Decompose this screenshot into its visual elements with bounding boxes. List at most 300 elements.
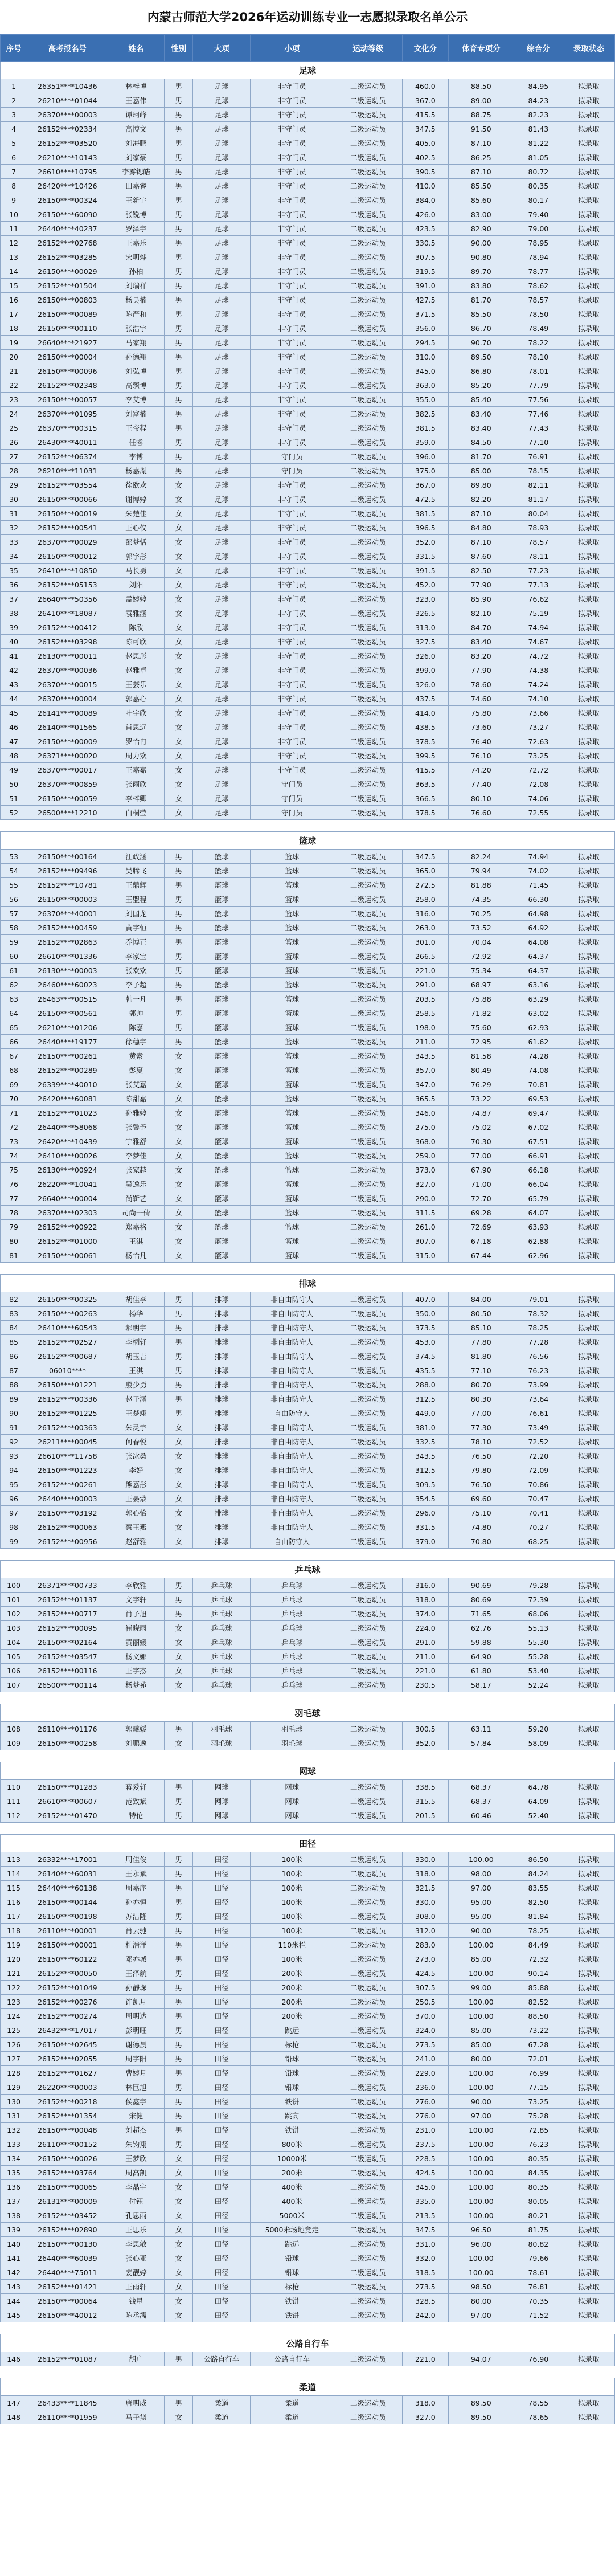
table-cell: 篮球 [250, 1063, 334, 1077]
table-cell: 吴逸乐 [108, 1177, 165, 1191]
table-row [1, 279, 615, 293]
table-cell: 263.0 [403, 921, 449, 935]
table-cell: 拟录取 [563, 136, 614, 150]
table-cell: 篮球 [250, 850, 334, 864]
table-cell: 乒乓球 [250, 1635, 334, 1650]
table-cell: 赵子涵 [108, 1392, 165, 1406]
table-cell: 拟录取 [563, 592, 614, 606]
table-cell: 121 [1, 1966, 27, 1981]
table-cell: 邓亦城 [108, 1952, 165, 1966]
table-cell: 篮球 [193, 1206, 251, 1220]
table-cell: 二级运动员 [334, 663, 402, 677]
table-cell: 85.60 [448, 193, 514, 207]
table-cell: 男 [165, 108, 193, 122]
table-cell: 刘弘博 [108, 364, 165, 378]
table-cell: 拟录取 [563, 1664, 614, 1678]
table-row [1, 250, 615, 264]
table-cell: 拟录取 [563, 578, 614, 592]
table-cell: 76.99 [514, 2066, 563, 2080]
table-cell: 二级运动员 [334, 620, 402, 635]
table-cell: 26410****00026 [27, 1149, 108, 1163]
table-cell: 男 [165, 2080, 193, 2095]
table-row [1, 1378, 615, 1392]
table-row [1, 1780, 615, 1794]
table-cell: 123 [1, 1995, 27, 2009]
table-cell: 26332****17001 [27, 1852, 108, 1867]
table-cell: 二级运动员 [334, 1506, 402, 1520]
table-cell: 86 [1, 1349, 27, 1363]
table-cell: 足球 [193, 407, 251, 421]
table-cell: 男 [165, 1363, 193, 1378]
table-row [1, 1650, 615, 1664]
table-cell: 二级运动员 [334, 720, 402, 734]
table-cell: 女 [165, 1177, 193, 1191]
table-cell: 83 [1, 1307, 27, 1321]
table-row [1, 878, 615, 892]
table-cell: 女 [165, 478, 193, 492]
table-row [1, 2152, 615, 2166]
table-cell: 男 [165, 864, 193, 878]
table-cell: 76.91 [514, 450, 563, 464]
table-cell: 76.10 [448, 749, 514, 763]
table-cell: 26150****00130 [27, 2237, 108, 2251]
table-cell: 拟录取 [563, 1292, 614, 1307]
table-cell: 53.40 [514, 1664, 563, 1678]
table-cell: 非守门员 [250, 692, 334, 706]
table-cell: 26150****00057 [27, 393, 108, 407]
table-cell: 261.0 [403, 1220, 449, 1234]
table-cell: 守门员 [250, 791, 334, 806]
table-cell: 田径 [193, 2066, 251, 2080]
table-cell: 赵舒雅 [108, 1534, 165, 1549]
table-cell: 非自由防守人 [250, 1392, 334, 1406]
table-row [1, 1966, 615, 1981]
table-cell: 陈可欣 [108, 635, 165, 649]
table-row [1, 1477, 615, 1492]
table-cell: 足球 [193, 806, 251, 820]
table-row [1, 1938, 615, 1952]
table-cell: 67.02 [514, 1120, 563, 1134]
table-cell: 拟录取 [563, 279, 614, 293]
table-cell: 足球 [193, 250, 251, 264]
table-cell: 76.29 [448, 1077, 514, 1092]
table-cell: 韩一凡 [108, 992, 165, 1006]
table-cell: 148 [1, 2410, 27, 2424]
table-cell: 107 [1, 1678, 27, 1692]
table-cell: 64.37 [514, 964, 563, 978]
table-cell: 26152****06374 [27, 450, 108, 464]
table-cell: 二级运动员 [334, 1794, 402, 1808]
table-cell: 女 [165, 2308, 193, 2322]
table-cell: 二级运动员 [334, 1363, 402, 1378]
section-spacer [1, 1549, 615, 1561]
table-cell: 田径 [193, 2080, 251, 2095]
table-cell: 二级运动员 [334, 1077, 402, 1092]
table-cell: 铁饼 [250, 2294, 334, 2308]
table-cell: 125 [1, 2023, 27, 2038]
table-cell: 非守门员 [250, 264, 334, 279]
table-cell: 非自由防守人 [250, 1420, 334, 1435]
table-cell: 63.02 [514, 1006, 563, 1020]
table-cell: 崔晓雨 [108, 1621, 165, 1635]
table-cell: 二级运动员 [334, 949, 402, 964]
table-cell: 男 [165, 1035, 193, 1049]
table-cell: 二级运动员 [334, 706, 402, 720]
table-cell: 97.00 [448, 2308, 514, 2322]
table-cell: 17 [1, 307, 27, 321]
table-row [1, 350, 615, 364]
table-cell: 女 [165, 635, 193, 649]
section-header-row [1, 832, 615, 850]
table-cell: 拟录取 [563, 921, 614, 935]
table-cell: 非守门员 [250, 720, 334, 734]
table-cell: 二级运动员 [334, 692, 402, 706]
table-cell: 77.79 [514, 378, 563, 393]
table-cell: 乒乓球 [193, 1621, 251, 1635]
table-cell: 345.0 [403, 364, 449, 378]
table-cell: 27 [1, 450, 27, 464]
table-cell: 二级运动员 [334, 1578, 402, 1593]
table-cell: 篮球 [250, 978, 334, 992]
table-cell: 二级运动员 [334, 1981, 402, 1995]
table-cell: 男 [165, 878, 193, 892]
table-row [1, 1006, 615, 1020]
table-cell: 田径 [193, 2137, 251, 2152]
table-cell: 26460****60023 [27, 978, 108, 992]
table-cell: 26371****00733 [27, 1578, 108, 1593]
column-header: 运动等级 [334, 35, 402, 62]
table-cell: 74.94 [514, 620, 563, 635]
table-cell: 60.46 [448, 1808, 514, 1823]
table-row [1, 2066, 615, 2080]
table-cell: 66.30 [514, 892, 563, 907]
table-cell: 72.55 [514, 806, 563, 820]
table-cell: 26150****00198 [27, 1909, 108, 1924]
table-cell: 72.85 [514, 2123, 563, 2137]
table-cell: 足球 [193, 663, 251, 677]
table-cell: 75.02 [448, 1120, 514, 1134]
table-cell: 9 [1, 193, 27, 207]
table-cell: 26152****00289 [27, 1063, 108, 1077]
table-cell: 拟录取 [563, 407, 614, 421]
table-cell: 拟录取 [563, 935, 614, 949]
table-cell: 26152****01023 [27, 1106, 108, 1120]
table-cell: 44 [1, 692, 27, 706]
table-cell: 刘瑞祥 [108, 279, 165, 293]
table-cell: 拟录取 [563, 2166, 614, 2180]
table-cell: 足球 [193, 763, 251, 777]
table-cell: 50 [1, 777, 27, 791]
table-cell: 75.34 [448, 964, 514, 978]
table-cell: 85.20 [448, 378, 514, 393]
table-cell: 杜浩洋 [108, 1938, 165, 1952]
table-cell: 男 [165, 93, 193, 108]
table-row [1, 1463, 615, 1477]
table-cell: 26 [1, 435, 27, 450]
table-cell: 76.56 [514, 1349, 563, 1363]
table-cell: 363.5 [403, 777, 449, 791]
table-cell: 26150****00144 [27, 1895, 108, 1909]
table-cell: 张艾嘉 [108, 1077, 165, 1092]
table-cell: 96.00 [448, 2237, 514, 2251]
table-cell: 女 [165, 1664, 193, 1678]
table-cell: 367.0 [403, 478, 449, 492]
table-cell: 男 [165, 921, 193, 935]
table-cell: 307.5 [403, 1981, 449, 1995]
table-cell: 84.24 [514, 1867, 563, 1881]
table-cell: 非守门员 [250, 521, 334, 535]
table-cell: 羽毛球 [193, 1722, 251, 1736]
table-row [1, 1593, 615, 1607]
table-row [1, 1952, 615, 1966]
table-cell: 61.80 [448, 1664, 514, 1678]
table-cell: 78.62 [514, 279, 563, 293]
table-cell: 二级运动员 [334, 2023, 402, 2038]
table-cell: 非守门员 [250, 478, 334, 492]
table-cell: 拟录取 [563, 1852, 614, 1867]
table-cell: 曹婷月 [108, 2066, 165, 2080]
section-spacer [1, 1692, 615, 1704]
table-cell: 47 [1, 734, 27, 749]
table-cell: 男 [165, 293, 193, 307]
table-cell: 二级运动员 [334, 1392, 402, 1406]
table-cell: 非守门员 [250, 564, 334, 578]
table-cell: 拟录取 [563, 2009, 614, 2023]
table-cell: 拟录取 [563, 1881, 614, 1895]
table-cell: 二级运动员 [334, 2223, 402, 2237]
table-cell: 73.49 [514, 1420, 563, 1435]
table-cell: 二级运动员 [334, 93, 402, 108]
table-cell: 126 [1, 2038, 27, 2052]
table-cell: 318.5 [403, 2265, 449, 2280]
table-cell: 78.32 [514, 1307, 563, 1321]
section-spacer [1, 1750, 615, 1762]
table-cell: 张馨予 [108, 1120, 165, 1134]
table-cell: 篮球 [250, 1020, 334, 1035]
table-cell: 女 [165, 663, 193, 677]
table-row [1, 935, 615, 949]
table-cell: 跳高 [250, 2109, 334, 2123]
table-cell: 98.50 [448, 2280, 514, 2294]
table-row [1, 2396, 615, 2410]
table-cell: 二级运动员 [334, 108, 402, 122]
admission-table [0, 34, 615, 2424]
table-cell: 26440****40237 [27, 222, 108, 236]
table-cell: 男 [165, 2038, 193, 2052]
table-cell: 100米 [250, 1924, 334, 1938]
table-cell: 347.5 [403, 122, 449, 136]
table-row [1, 1406, 615, 1420]
table-cell: 二级运动员 [334, 1852, 402, 1867]
table-cell: 女 [165, 1077, 193, 1092]
table-cell: 男 [165, 1321, 193, 1335]
table-cell: 非守门员 [250, 734, 334, 749]
table-cell: 26370****01095 [27, 407, 108, 421]
table-cell: 69 [1, 1077, 27, 1092]
table-cell: 77.28 [514, 1335, 563, 1349]
table-cell: 拟录取 [563, 964, 614, 978]
table-row [1, 892, 615, 907]
table-cell: 273.5 [403, 2038, 449, 2052]
table-cell: 26152****00274 [27, 2009, 108, 2023]
table-cell: 非守门员 [250, 492, 334, 507]
table-cell: 80.35 [514, 2152, 563, 2166]
table-cell: 18 [1, 321, 27, 336]
table-cell: 75.19 [514, 606, 563, 620]
table-cell: 拟录取 [563, 1092, 614, 1106]
table-cell: 26500****00114 [27, 1678, 108, 1692]
table-cell: 男 [165, 321, 193, 336]
table-cell: 男 [165, 1780, 193, 1794]
table-cell: 足球 [193, 564, 251, 578]
table-row [1, 1120, 615, 1134]
table-cell: 二级运动员 [334, 2208, 402, 2223]
table-cell: 58.09 [514, 1736, 563, 1750]
table-row [1, 1664, 615, 1678]
table-cell: 男 [165, 464, 193, 478]
table-cell: 26150****00064 [27, 2294, 108, 2308]
table-cell: 373.0 [403, 1163, 449, 1177]
table-cell: 拟录取 [563, 193, 614, 207]
table-cell: 高臻博 [108, 378, 165, 393]
table-row [1, 492, 615, 507]
table-cell: 90.70 [448, 336, 514, 350]
table-cell: 非守门员 [250, 236, 334, 250]
table-cell: 74.10 [514, 692, 563, 706]
column-header: 小项 [250, 35, 334, 62]
table-cell: 85.50 [448, 307, 514, 321]
table-cell: 刘富楠 [108, 407, 165, 421]
table-cell: 74.94 [514, 850, 563, 864]
table-cell: 女 [165, 1534, 193, 1549]
table-row [1, 336, 615, 350]
table-cell: 60 [1, 949, 27, 964]
table-cell: 21 [1, 364, 27, 378]
table-cell: 64.78 [514, 1780, 563, 1794]
table-row [1, 93, 615, 108]
table-cell: 唐明威 [108, 2396, 165, 2410]
table-cell: 122 [1, 1981, 27, 1995]
table-cell: 89.80 [448, 478, 514, 492]
table-cell: 48 [1, 749, 27, 763]
table-row [1, 478, 615, 492]
table-cell: 柔道 [250, 2396, 334, 2410]
table-cell: 76.60 [448, 806, 514, 820]
table-cell: 319.5 [403, 264, 449, 279]
table-cell: 73.22 [514, 2023, 563, 2038]
table-cell: 乒乓球 [250, 1678, 334, 1692]
table-cell: 24 [1, 407, 27, 421]
table-row [1, 1867, 615, 1881]
table-cell: 78.57 [514, 293, 563, 307]
table-cell: 李思敏 [108, 2237, 165, 2251]
table-cell: 排球 [193, 1435, 251, 1449]
spacer-cell [1, 1823, 615, 1835]
section-spacer [1, 1823, 615, 1835]
table-cell: 二级运动员 [334, 1335, 402, 1349]
table-cell: 378.5 [403, 806, 449, 820]
table-cell: 72 [1, 1120, 27, 1134]
table-cell: 81.70 [448, 450, 514, 464]
table-cell: 女 [165, 1092, 193, 1106]
table-cell: 拟录取 [563, 179, 614, 193]
table-cell: 二级运动员 [334, 136, 402, 150]
table-cell: 85.10 [448, 1321, 514, 1335]
table-cell: 田径 [193, 2095, 251, 2109]
table-cell: 男 [165, 1020, 193, 1035]
table-cell: 钱星 [108, 2294, 165, 2308]
table-cell: 女 [165, 777, 193, 791]
table-cell: 篮球 [250, 1035, 334, 1049]
table-cell: 72.20 [514, 1449, 563, 1463]
table-cell: 王梦欣 [108, 2152, 165, 2166]
table-row [1, 706, 615, 720]
table-cell: 67.28 [514, 2038, 563, 2052]
table-cell: 345.0 [403, 2180, 449, 2194]
table-cell: 26339****40010 [27, 1077, 108, 1092]
table-cell: 非自由防守人 [250, 1349, 334, 1363]
table-cell: 王帝程 [108, 421, 165, 435]
spacer-cell [1, 1750, 615, 1762]
table-cell: 女 [165, 1621, 193, 1635]
table-cell: 28 [1, 464, 27, 478]
table-cell: 周高凯 [108, 2166, 165, 2180]
table-cell: 26370****00859 [27, 777, 108, 791]
table-cell: 肖子旭 [108, 1607, 165, 1621]
table-row [1, 1852, 615, 1867]
table-cell: 26610****01336 [27, 949, 108, 964]
table-cell: 89.50 [448, 2396, 514, 2410]
table-cell: 女 [165, 2237, 193, 2251]
table-cell: 女 [165, 692, 193, 706]
table-cell: 85.00 [448, 1952, 514, 1966]
table-cell: 241.0 [403, 2052, 449, 2066]
table-cell: 7 [1, 165, 27, 179]
table-cell: 70.81 [514, 1077, 563, 1092]
table-cell: 460.0 [403, 79, 449, 93]
table-cell: 26440****19177 [27, 1035, 108, 1049]
table-cell: 田径 [193, 1981, 251, 1995]
table-cell: 拟录取 [563, 2052, 614, 2066]
table-cell: 79.01 [514, 1292, 563, 1307]
table-cell: 二级运动员 [334, 122, 402, 136]
table-cell: 男 [165, 2066, 193, 2080]
table-cell: 篮球 [250, 1106, 334, 1120]
table-cell: 94.07 [448, 2352, 514, 2366]
table-cell: 147 [1, 2396, 27, 2410]
table-row [1, 293, 615, 307]
table-cell: 拟录取 [563, 108, 614, 122]
table-row [1, 921, 615, 935]
table-cell: 74 [1, 1149, 27, 1163]
table-cell: 女 [165, 1635, 193, 1650]
table-cell: 89.50 [448, 2410, 514, 2424]
table-cell: 足球 [193, 122, 251, 136]
table-cell: 26152****01137 [27, 1593, 108, 1607]
table-cell: 孙雅婷 [108, 1106, 165, 1120]
table-cell: 篮球 [250, 907, 334, 921]
table-cell: 非守门员 [250, 620, 334, 635]
table-cell: 王嘉嘉 [108, 763, 165, 777]
table-cell: 足球 [193, 592, 251, 606]
table-cell: 非守门员 [250, 763, 334, 777]
table-cell: 铅球 [250, 2066, 334, 2080]
table-cell: 108 [1, 1722, 27, 1736]
table-cell: 足球 [193, 521, 251, 535]
table-cell: 74.24 [514, 677, 563, 692]
table-row [1, 165, 615, 179]
table-cell: 104 [1, 1635, 27, 1650]
